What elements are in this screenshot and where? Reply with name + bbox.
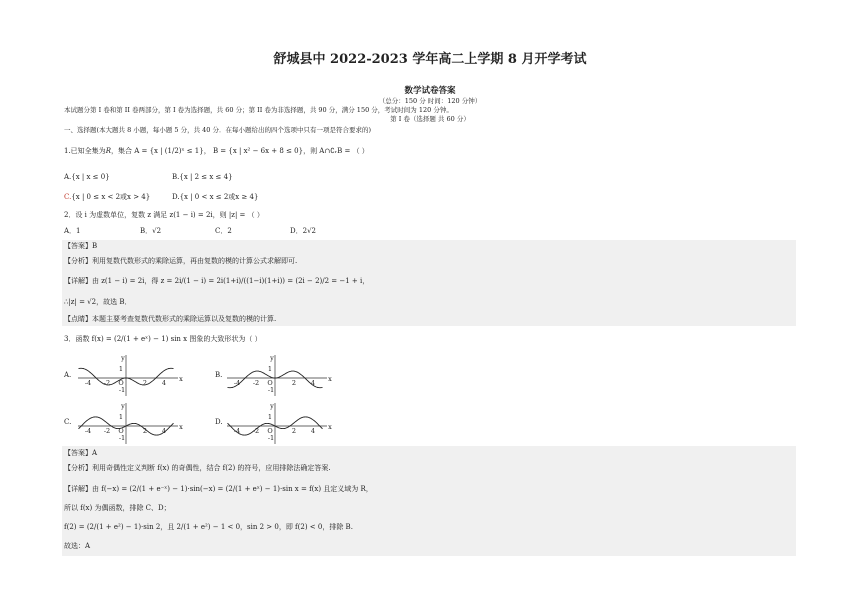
- exam-intro: 本试题分第 I 卷和第 II 卷两部分，第 I 卷为选择题，共 60 分；第 II 卷为非选择题，共 90 分，满分 150 分，考试时间为 120 分钟。: [64, 106, 453, 114]
- q2-option-d: D．2√2: [290, 227, 316, 235]
- x-tick-label: -2: [252, 379, 260, 387]
- q2-option-c: C．2: [215, 227, 232, 235]
- y-axis-label: y: [121, 354, 125, 362]
- question-1-stem: 1.已知全集为R，集合 A = {x | (1/2)ˣ ≤ 1}， B = {x | x² − 6x + 8 ≤ 0}，则 A∩∁ᵣB = （ ）: [64, 147, 369, 155]
- q3-solution-box: [62, 446, 796, 556]
- y-tick-minus-1: -1: [267, 386, 275, 394]
- q3-option-d-letter: D.: [215, 418, 223, 426]
- x-tick-label: 4: [310, 379, 316, 387]
- x-axis-label: x: [179, 375, 183, 383]
- option-text: {x | 2 ≤ x ≤ 4}: [179, 173, 233, 181]
- x-tick-label: 4: [310, 427, 316, 435]
- q3-detail-3: f(2) = (2/(1 + e²) − 1)·sin 2，且 2/(1 + e²) − 1 < 0，sin 2 > 0，即 f(2) < 0，排除 B.: [64, 523, 353, 531]
- section-heading: 一、选择题(本大题共 8 小题，每小题 5 分，共 40 分．在每小题给出的四个选项中只有一项是符合要求的): [64, 126, 372, 134]
- q3-graph-c: [74, 400, 184, 446]
- option-text: {x | 0 ≤ x < 2或x > 4}: [71, 193, 151, 201]
- q3-option-a-letter: A.: [64, 371, 72, 379]
- x-tick-label: -2: [103, 379, 111, 387]
- question-2-stem: 2．设 i 为虚数单位，复数 z 满足 z(1 − i) = 2i，则 |z| = （ ）: [64, 211, 264, 219]
- q1-set-b: B = {x | x² − 6x + 8 ≤ 0}: [212, 147, 304, 155]
- q3-option-b-letter: B.: [215, 371, 223, 379]
- y-axis-label: y: [270, 354, 274, 362]
- q3-detail: 【详解】由 f(−x) = (2/(1 + e⁻ˣ) − 1)·sin(−x) = (2/(1 + eˣ) − 1)·sin x = f(x) 且定义域为 R，: [64, 485, 373, 493]
- x-axis-label: x: [179, 423, 183, 431]
- y-tick-1: 1: [118, 413, 124, 421]
- origin-label: O: [267, 379, 273, 387]
- x-tick-label: 2: [142, 379, 148, 387]
- q2-detail-2: ∴|z| = √2，故选 B．: [64, 298, 132, 306]
- x-tick-label: -4: [84, 379, 92, 387]
- q3-final: 故选：A: [64, 542, 91, 550]
- option-letter: B.: [172, 173, 180, 181]
- x-axis-label: x: [328, 375, 332, 383]
- q2-analysis: 【分析】利用复数代数形式的乘除运算，再由复数的模的计算公式求解即可.: [64, 257, 298, 265]
- q3-analysis: 【分析】利用奇偶性定义判断 f(x) 的奇偶性，结合 f(2) 的符号，应用排除法确定答案.: [64, 464, 331, 472]
- q1-option-d: [172, 193, 258, 202]
- q3-answer: 【答案】A: [64, 449, 98, 457]
- y-tick-minus-1: -1: [118, 434, 126, 442]
- q2-answer: 【答案】B: [64, 242, 98, 250]
- part-label: 第 I 卷（选择题 共 60 分）: [390, 115, 470, 123]
- x-tick-label: 4: [161, 379, 167, 387]
- y-tick-minus-1: -1: [118, 386, 126, 394]
- q1-R: R: [105, 147, 111, 155]
- x-tick-label: 2: [291, 427, 297, 435]
- x-tick-label: -4: [84, 427, 92, 435]
- question-3-stem: 3．函数 f(x) = (2/(1 + eˣ) − 1) sin x 图象的大致形状为（ ）: [64, 335, 262, 343]
- q3-detail-2: 所以 f(x) 为偶函数，排除 C、D；: [64, 504, 171, 512]
- q2-option-b: B．√2: [140, 227, 162, 235]
- y-tick-minus-1: -1: [267, 434, 275, 442]
- y-axis-label: y: [121, 402, 125, 410]
- x-tick-label: 2: [142, 427, 148, 435]
- q1-mid: ，集合: [110, 147, 132, 155]
- q2-option-a: A．1: [64, 227, 81, 235]
- option-letter: C.: [64, 193, 72, 201]
- q1-set-a: A = {x | (1/2)ˣ ≤ 1}: [134, 147, 204, 155]
- x-tick-label: -2: [103, 427, 111, 435]
- option-letter: A.: [64, 173, 72, 181]
- q1-option-a: [64, 173, 110, 182]
- y-tick-1: 1: [267, 365, 273, 373]
- q3-graph-d: [223, 400, 333, 446]
- q2-comment: 【点睛】本题主要考查复数代数形式的乘除运算以及复数的模的计算.: [64, 315, 277, 323]
- q3-graph-b: [223, 352, 333, 398]
- x-tick-label: 2: [291, 379, 297, 387]
- option-text: {x | x ≤ 0}: [71, 173, 110, 181]
- q1-option-b: [172, 173, 233, 182]
- origin-label: O: [118, 379, 124, 387]
- y-tick-1: 1: [118, 365, 124, 373]
- option-text: {x | 0 < x ≤ 2或x ≥ 4}: [179, 193, 259, 201]
- q2-detail: 【详解】由 z(1 − i) = 2i，得 z = 2i/(1 − i) = 2i(1+i)/((1−i)(1+i)) = (2i − 2)/2 = −1 + i，: [64, 277, 370, 285]
- q3-option-c-letter: C.: [64, 418, 72, 426]
- q1-prefix: 1.已知全集为: [64, 147, 106, 155]
- x-tick-label: -4: [233, 427, 241, 435]
- q3-graph-a: [74, 352, 184, 398]
- score-info: （总分：150 分 时间：120 分钟）: [378, 97, 482, 105]
- x-tick-label: -4: [233, 379, 241, 387]
- q1-end: ，则 A∩∁ᵣB = （ ）: [303, 147, 369, 155]
- origin-label: O: [267, 427, 273, 435]
- option-letter: D.: [172, 193, 180, 201]
- y-tick-1: 1: [267, 413, 273, 421]
- x-axis-label: x: [328, 423, 332, 431]
- page-subtitle: 数学试卷答案: [404, 86, 456, 96]
- x-tick-label: 4: [161, 427, 167, 435]
- y-axis-label: y: [270, 402, 274, 410]
- x-tick-label: -2: [252, 427, 260, 435]
- origin-label: O: [118, 427, 124, 435]
- page-title: 舒城县中 2022-2023 学年高二上学期 8 月开学考试: [273, 52, 587, 67]
- q1-option-c: [64, 193, 150, 202]
